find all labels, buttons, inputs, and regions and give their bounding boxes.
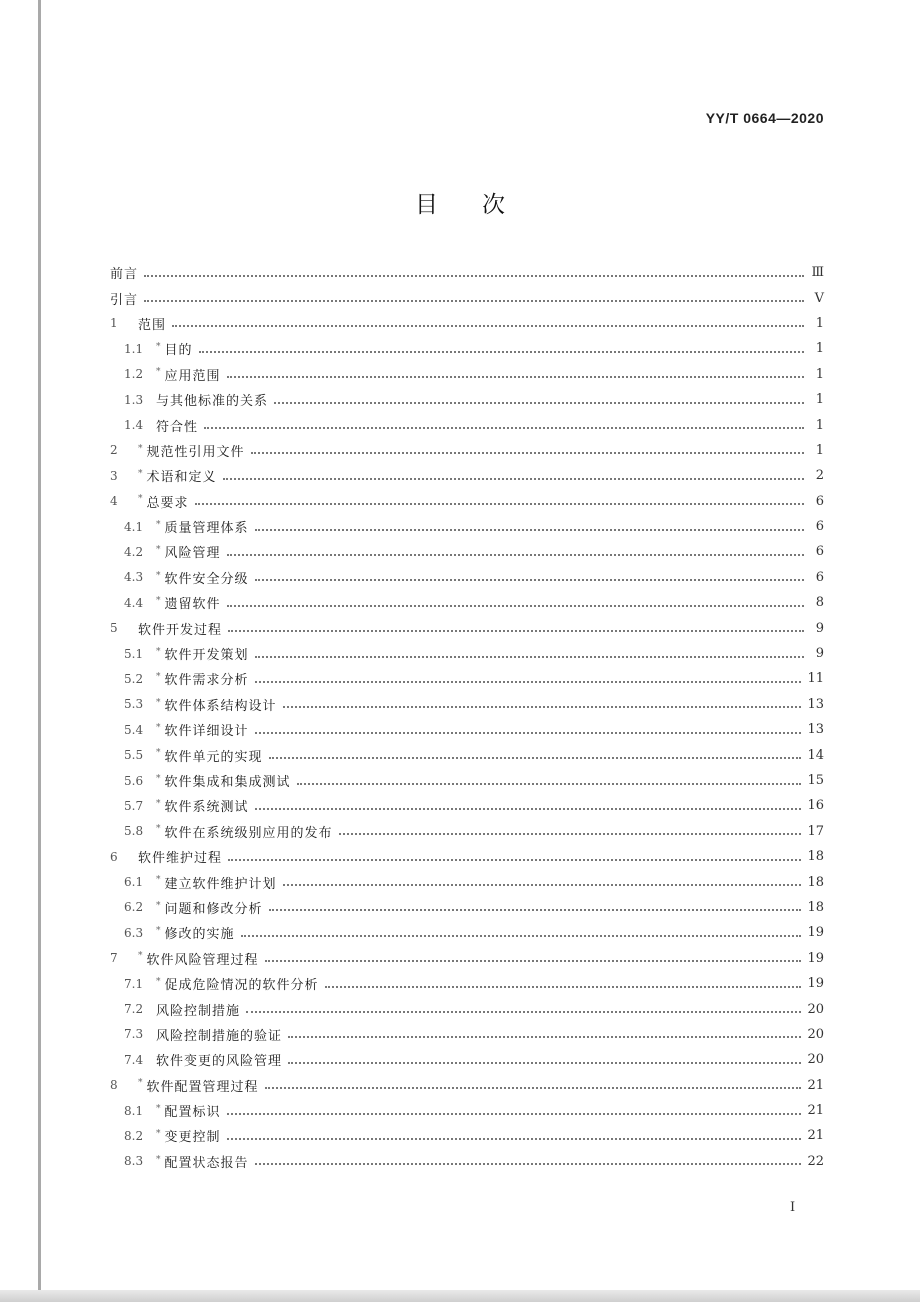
toc-entry-page: 19 bbox=[807, 976, 824, 992]
asterisk-mark-icon: * bbox=[156, 722, 162, 733]
dot-leader bbox=[297, 783, 802, 785]
toc-entry-number: 8.3 bbox=[124, 1154, 144, 1169]
asterisk-mark-icon: * bbox=[138, 951, 144, 962]
toc-entry-label: 软件集成和集成测试 bbox=[164, 775, 291, 790]
asterisk-mark-icon: * bbox=[156, 367, 162, 378]
toc-entry[interactable] bbox=[110, 793, 824, 818]
toc-entry-label-wrap bbox=[156, 542, 221, 561]
asterisk-mark-icon: * bbox=[156, 595, 162, 606]
toc-entry-number: 6.2 bbox=[124, 900, 144, 915]
toc-entry-label: 应用范围 bbox=[164, 368, 221, 384]
toc-entry-label-wrap bbox=[156, 1126, 221, 1145]
toc-entry-number: 6 bbox=[110, 849, 118, 864]
asterisk-mark-icon: * bbox=[156, 545, 162, 556]
toc-entry-page: 2 bbox=[815, 468, 824, 484]
toc-entry-label-wrap bbox=[156, 746, 263, 765]
asterisk-mark-icon: * bbox=[138, 443, 144, 454]
dot-leader bbox=[274, 402, 804, 404]
toc-entry-number: 5 bbox=[110, 621, 118, 636]
toc-entry-number: 5.2 bbox=[124, 671, 144, 686]
toc-entry-page: 20 bbox=[807, 1052, 824, 1068]
toc-entry-number: 6.1 bbox=[124, 875, 144, 890]
toc-entry-number: 1.2 bbox=[124, 367, 144, 382]
toc-entry-number: 1.3 bbox=[124, 392, 144, 407]
toc-entry-label-wrap bbox=[156, 1152, 249, 1171]
toc-entry-label: 软件需求分析 bbox=[164, 673, 249, 689]
toc-entry-number: 3 bbox=[110, 468, 118, 483]
dot-leader bbox=[255, 529, 804, 531]
document-code: YY/T 0664—2020 bbox=[705, 110, 824, 126]
toc-entry-number: 1.4 bbox=[124, 418, 144, 433]
dot-leader bbox=[227, 376, 804, 378]
toc-entry-number: 4.2 bbox=[124, 544, 144, 559]
dot-leader bbox=[172, 325, 804, 327]
toc-entry-page: 18 bbox=[807, 899, 824, 915]
toc-entry-page: 18 bbox=[807, 849, 824, 865]
toc-entry-label: 风险控制措施的验证 bbox=[156, 1028, 283, 1044]
toc-entry-label: 软件维护过程 bbox=[138, 851, 223, 867]
dot-leader bbox=[227, 554, 804, 556]
toc-entry-label: 质量管理体系 bbox=[164, 521, 249, 537]
dot-leader bbox=[144, 300, 804, 302]
toc-entry-page: 1 bbox=[815, 392, 824, 408]
toc-entry[interactable] bbox=[110, 387, 824, 412]
toc-entry-number: 4.4 bbox=[124, 595, 144, 610]
toc-entry-label-wrap bbox=[156, 593, 221, 612]
toc-entry[interactable] bbox=[110, 819, 824, 844]
toc-entry[interactable] bbox=[110, 1123, 824, 1148]
asterisk-mark-icon: * bbox=[156, 646, 162, 657]
toc-entry[interactable] bbox=[110, 996, 824, 1021]
dot-leader bbox=[199, 351, 804, 353]
toc-entry-page: 6 bbox=[815, 493, 824, 509]
toc-entry-label-wrap bbox=[138, 314, 166, 333]
dot-leader bbox=[228, 859, 801, 861]
toc-entry-label-wrap bbox=[156, 1000, 240, 1019]
toc-entry-number: 4.1 bbox=[124, 519, 144, 534]
toc-entry-page: 21 bbox=[807, 1128, 824, 1144]
toc-entry-page: 21 bbox=[807, 1077, 824, 1093]
toc-entry-page: 8 bbox=[815, 595, 824, 611]
asterisk-mark-icon: * bbox=[156, 773, 162, 784]
toc-entry[interactable] bbox=[110, 1149, 824, 1174]
toc-entry[interactable] bbox=[110, 1022, 824, 1047]
toc-entry[interactable] bbox=[110, 489, 824, 514]
asterisk-mark-icon: * bbox=[156, 342, 162, 353]
toc-entry-label-wrap bbox=[156, 1025, 282, 1044]
toc-entry-number: 7 bbox=[110, 951, 118, 966]
toc-entry-number: 7.2 bbox=[124, 1002, 144, 1017]
toc-entry[interactable] bbox=[110, 666, 824, 691]
asterisk-mark-icon: * bbox=[156, 748, 162, 759]
toc-entry[interactable] bbox=[110, 539, 824, 564]
toc-entry-page: Ⅲ bbox=[811, 265, 824, 281]
asterisk-mark-icon: * bbox=[138, 468, 144, 479]
toc-entry-label: 软件开发策划 bbox=[164, 648, 249, 664]
asterisk-mark-icon: * bbox=[156, 799, 162, 810]
toc-entry-page: 22 bbox=[807, 1153, 824, 1169]
toc-entry-page: 14 bbox=[807, 747, 824, 763]
toc-entry-label-wrap bbox=[156, 822, 333, 841]
toc-entry-label: 建立软件维护计划 bbox=[164, 876, 277, 892]
toc-entry-page: 18 bbox=[807, 874, 824, 890]
asterisk-mark-icon: * bbox=[156, 875, 162, 886]
toc-entry-label: 软件在系统级别应用的发布 bbox=[164, 825, 333, 841]
toc-entry-label-wrap bbox=[110, 263, 138, 282]
toc-entry-label-wrap bbox=[156, 416, 198, 435]
toc-entry-label: 软件单元的实现 bbox=[164, 749, 263, 765]
toc-entry-page: 9 bbox=[815, 620, 824, 636]
toc-entry-number: 7.3 bbox=[124, 1027, 144, 1042]
toc-entry-page: 20 bbox=[807, 1001, 824, 1017]
asterisk-mark-icon: * bbox=[156, 1154, 162, 1165]
toc-entry-label-wrap bbox=[138, 466, 217, 485]
toc-entry-number: 5.7 bbox=[124, 798, 144, 813]
toc-entry-label-wrap bbox=[110, 289, 138, 308]
dot-leader bbox=[255, 656, 804, 658]
toc-entry-number: 8.1 bbox=[124, 1103, 144, 1118]
dot-leader bbox=[227, 1138, 802, 1140]
dot-leader bbox=[325, 986, 802, 988]
toc-entry-page: 13 bbox=[807, 696, 824, 712]
toc-entry[interactable] bbox=[110, 742, 824, 767]
toc-entry-number: 7.4 bbox=[124, 1052, 144, 1067]
toc-entry[interactable] bbox=[110, 412, 824, 437]
toc-entry[interactable] bbox=[110, 565, 824, 590]
toc-entry[interactable] bbox=[110, 971, 824, 996]
page-title: 目次 bbox=[415, 192, 549, 218]
toc-entry-label: 总要求 bbox=[146, 495, 189, 511]
toc-entry-label: 术语和定义 bbox=[146, 470, 217, 486]
toc-entry[interactable] bbox=[110, 768, 824, 793]
dot-leader bbox=[228, 630, 804, 632]
toc-entry-number: 5.3 bbox=[124, 697, 144, 712]
asterisk-mark-icon: * bbox=[138, 494, 144, 505]
dot-leader bbox=[251, 452, 804, 454]
toc-entry-number: 5.5 bbox=[124, 748, 144, 763]
dot-leader bbox=[288, 1062, 801, 1064]
toc-entry[interactable] bbox=[110, 285, 824, 310]
toc-entry[interactable] bbox=[110, 946, 824, 971]
toc-entry-number: 8 bbox=[110, 1078, 118, 1093]
toc-entry-label: 风险管理 bbox=[164, 546, 221, 562]
toc-entry-number: 5.1 bbox=[124, 646, 144, 661]
toc-entry-page: 19 bbox=[807, 925, 824, 941]
asterisk-mark-icon: * bbox=[156, 1103, 162, 1114]
toc-entry[interactable] bbox=[110, 641, 824, 666]
toc-entry-label-wrap bbox=[156, 568, 249, 587]
toc-entry-page: 21 bbox=[807, 1103, 824, 1119]
dot-leader bbox=[255, 681, 802, 683]
toc-entry-page: 13 bbox=[807, 722, 824, 738]
dot-leader bbox=[195, 503, 804, 505]
asterisk-mark-icon: * bbox=[138, 1078, 144, 1089]
toc-entry-label: 前言 bbox=[110, 267, 139, 283]
dot-leader bbox=[283, 706, 802, 708]
toc-entry-label: 范围 bbox=[138, 317, 167, 333]
toc-entry-label: 促成危险情况的软件分析 bbox=[164, 978, 319, 994]
toc-entry-label-wrap bbox=[156, 796, 249, 815]
dot-leader bbox=[283, 884, 802, 886]
toc-entry-label: 规范性引用文件 bbox=[146, 444, 245, 460]
toc-entry-label: 目的 bbox=[164, 343, 193, 359]
toc-entry-label-wrap bbox=[156, 1101, 221, 1120]
toc-entry[interactable] bbox=[110, 615, 824, 640]
toc-entry-label-wrap bbox=[138, 619, 222, 638]
toc-entry-label-wrap bbox=[156, 1050, 282, 1069]
toc-entry-label-wrap bbox=[156, 923, 235, 942]
toc-entry-label: 符合性 bbox=[156, 419, 199, 435]
toc-entry-label-wrap bbox=[156, 669, 249, 688]
toc-entry-number: 5.8 bbox=[124, 824, 144, 839]
toc-entry-number: 5.4 bbox=[124, 722, 144, 737]
dot-leader bbox=[227, 605, 804, 607]
toc-entry-label-wrap bbox=[156, 339, 193, 358]
toc-entry-label: 软件开发过程 bbox=[138, 622, 223, 638]
toc-entry[interactable] bbox=[110, 590, 824, 615]
toc-entry-page: 1 bbox=[815, 442, 824, 458]
toc-entry-label: 配置状态报告 bbox=[164, 1155, 249, 1171]
toc-entry[interactable] bbox=[110, 311, 824, 336]
toc-entry-label: 软件系统测试 bbox=[164, 800, 249, 816]
toc-entry[interactable] bbox=[110, 336, 824, 361]
asterisk-mark-icon: * bbox=[156, 1129, 162, 1140]
dot-leader bbox=[255, 732, 802, 734]
toc-entry-label: 与其他标准的关系 bbox=[156, 394, 269, 410]
toc-entry-label: 软件详细设计 bbox=[164, 724, 249, 740]
toc-entry-label: 问题和修改分析 bbox=[164, 901, 263, 917]
toc-entry-page: 1 bbox=[815, 315, 824, 331]
toc-entry-page: 6 bbox=[815, 569, 824, 585]
toc-entry-label: 软件体系结构设计 bbox=[164, 698, 277, 714]
toc-entry[interactable] bbox=[110, 1098, 824, 1123]
asterisk-mark-icon: * bbox=[156, 519, 162, 530]
toc-entry[interactable] bbox=[110, 1047, 824, 1072]
toc-entry-label-wrap bbox=[156, 771, 291, 790]
toc-entry-number: 7.1 bbox=[124, 976, 144, 991]
toc-entry-label-wrap bbox=[138, 492, 189, 511]
dot-leader bbox=[246, 1011, 801, 1013]
toc-entry-page: 11 bbox=[807, 671, 824, 687]
toc-entry-page: 15 bbox=[807, 773, 824, 788]
asterisk-mark-icon: * bbox=[156, 672, 162, 683]
toc-entry-number: 1.1 bbox=[124, 341, 144, 356]
toc-entry-number: 5.6 bbox=[124, 773, 144, 788]
dot-leader bbox=[223, 478, 804, 480]
toc-entry[interactable] bbox=[110, 920, 824, 945]
toc-entry[interactable] bbox=[110, 717, 824, 742]
toc-entry-page: 6 bbox=[815, 544, 824, 560]
asterisk-mark-icon: * bbox=[156, 697, 162, 708]
dot-leader bbox=[204, 427, 804, 429]
toc-entry-page: 17 bbox=[807, 823, 824, 839]
toc-entry-number: 6.3 bbox=[124, 925, 144, 940]
page-bottom-edge bbox=[0, 1290, 920, 1302]
toc-entry-label: 软件配置管理过程 bbox=[146, 1079, 259, 1095]
toc-entry-number: 8.2 bbox=[124, 1128, 144, 1143]
dot-leader bbox=[265, 1087, 802, 1089]
toc-entry[interactable] bbox=[110, 692, 824, 717]
dot-leader bbox=[255, 579, 804, 581]
toc-entry-label: 配置标识 bbox=[164, 1105, 221, 1121]
toc-entry-label: 变更控制 bbox=[164, 1130, 221, 1146]
toc-entry-label-wrap bbox=[156, 873, 277, 892]
toc-entry-label-wrap bbox=[138, 847, 222, 866]
footer-page-number: I bbox=[790, 1200, 796, 1215]
toc-entry-label: 软件安全分级 bbox=[164, 571, 249, 587]
toc-entry-page: Ⅴ bbox=[814, 290, 824, 306]
dot-leader bbox=[339, 833, 802, 835]
asterisk-mark-icon: * bbox=[156, 976, 162, 987]
toc-entry-label-wrap bbox=[156, 390, 268, 409]
toc-entry[interactable] bbox=[110, 869, 824, 894]
toc-entry[interactable] bbox=[110, 438, 824, 463]
asterisk-mark-icon: * bbox=[156, 824, 162, 835]
toc-entry-label: 软件风险管理过程 bbox=[146, 952, 259, 968]
toc-entry-label-wrap bbox=[156, 898, 263, 917]
toc-entry-label: 软件变更的风险管理 bbox=[156, 1054, 283, 1070]
toc-entry-label-wrap bbox=[156, 695, 277, 714]
toc-entry-number: 2 bbox=[110, 443, 118, 458]
asterisk-mark-icon: * bbox=[156, 570, 162, 581]
dot-leader bbox=[269, 909, 802, 911]
toc-entry[interactable] bbox=[110, 844, 824, 869]
toc-entry-page: 9 bbox=[815, 646, 824, 662]
toc-entry-number: 4 bbox=[110, 494, 118, 509]
toc-entry-label-wrap bbox=[156, 365, 221, 384]
toc-entry-label-wrap bbox=[138, 1076, 259, 1095]
toc-entry-number: 1 bbox=[110, 316, 118, 331]
dot-leader bbox=[265, 960, 802, 962]
toc-entry-page: 19 bbox=[807, 950, 824, 966]
toc-entry-page: 1 bbox=[815, 366, 824, 382]
toc-entry[interactable] bbox=[110, 260, 824, 285]
toc-entry[interactable] bbox=[110, 1073, 824, 1098]
dot-leader bbox=[255, 1163, 802, 1165]
toc-entry-page: 6 bbox=[815, 519, 824, 535]
toc-entry[interactable] bbox=[110, 463, 824, 488]
table-of-contents bbox=[110, 260, 824, 1174]
toc-entry-label-wrap bbox=[138, 441, 245, 460]
dot-leader bbox=[227, 1113, 802, 1115]
toc-entry-number: 4.3 bbox=[124, 570, 144, 585]
toc-entry[interactable] bbox=[110, 362, 824, 387]
toc-entry[interactable] bbox=[110, 514, 824, 539]
toc-entry-label-wrap bbox=[156, 720, 249, 739]
toc-entry-label: 修改的实施 bbox=[164, 927, 235, 943]
dot-leader bbox=[255, 808, 802, 810]
toc-entry-label-wrap bbox=[156, 644, 249, 663]
toc-entry-label-wrap bbox=[138, 949, 259, 968]
toc-entry-page: 1 bbox=[815, 417, 824, 433]
dot-leader bbox=[269, 757, 802, 759]
asterisk-mark-icon: * bbox=[156, 900, 162, 911]
dot-leader bbox=[288, 1036, 801, 1038]
toc-entry-page: 1 bbox=[815, 341, 824, 357]
asterisk-mark-icon: * bbox=[156, 926, 162, 937]
toc-entry-page: 20 bbox=[807, 1026, 824, 1042]
toc-entry-label-wrap bbox=[156, 517, 249, 536]
toc-entry-label: 引言 bbox=[110, 292, 139, 308]
toc-entry-label-wrap bbox=[156, 974, 319, 993]
dot-leader bbox=[241, 935, 802, 937]
toc-entry-label: 风险控制措施 bbox=[156, 1003, 241, 1019]
toc-entry[interactable] bbox=[110, 895, 824, 920]
toc-entry-label: 遗留软件 bbox=[164, 597, 221, 613]
dot-leader bbox=[144, 275, 804, 277]
toc-entry-page: 16 bbox=[807, 798, 824, 814]
